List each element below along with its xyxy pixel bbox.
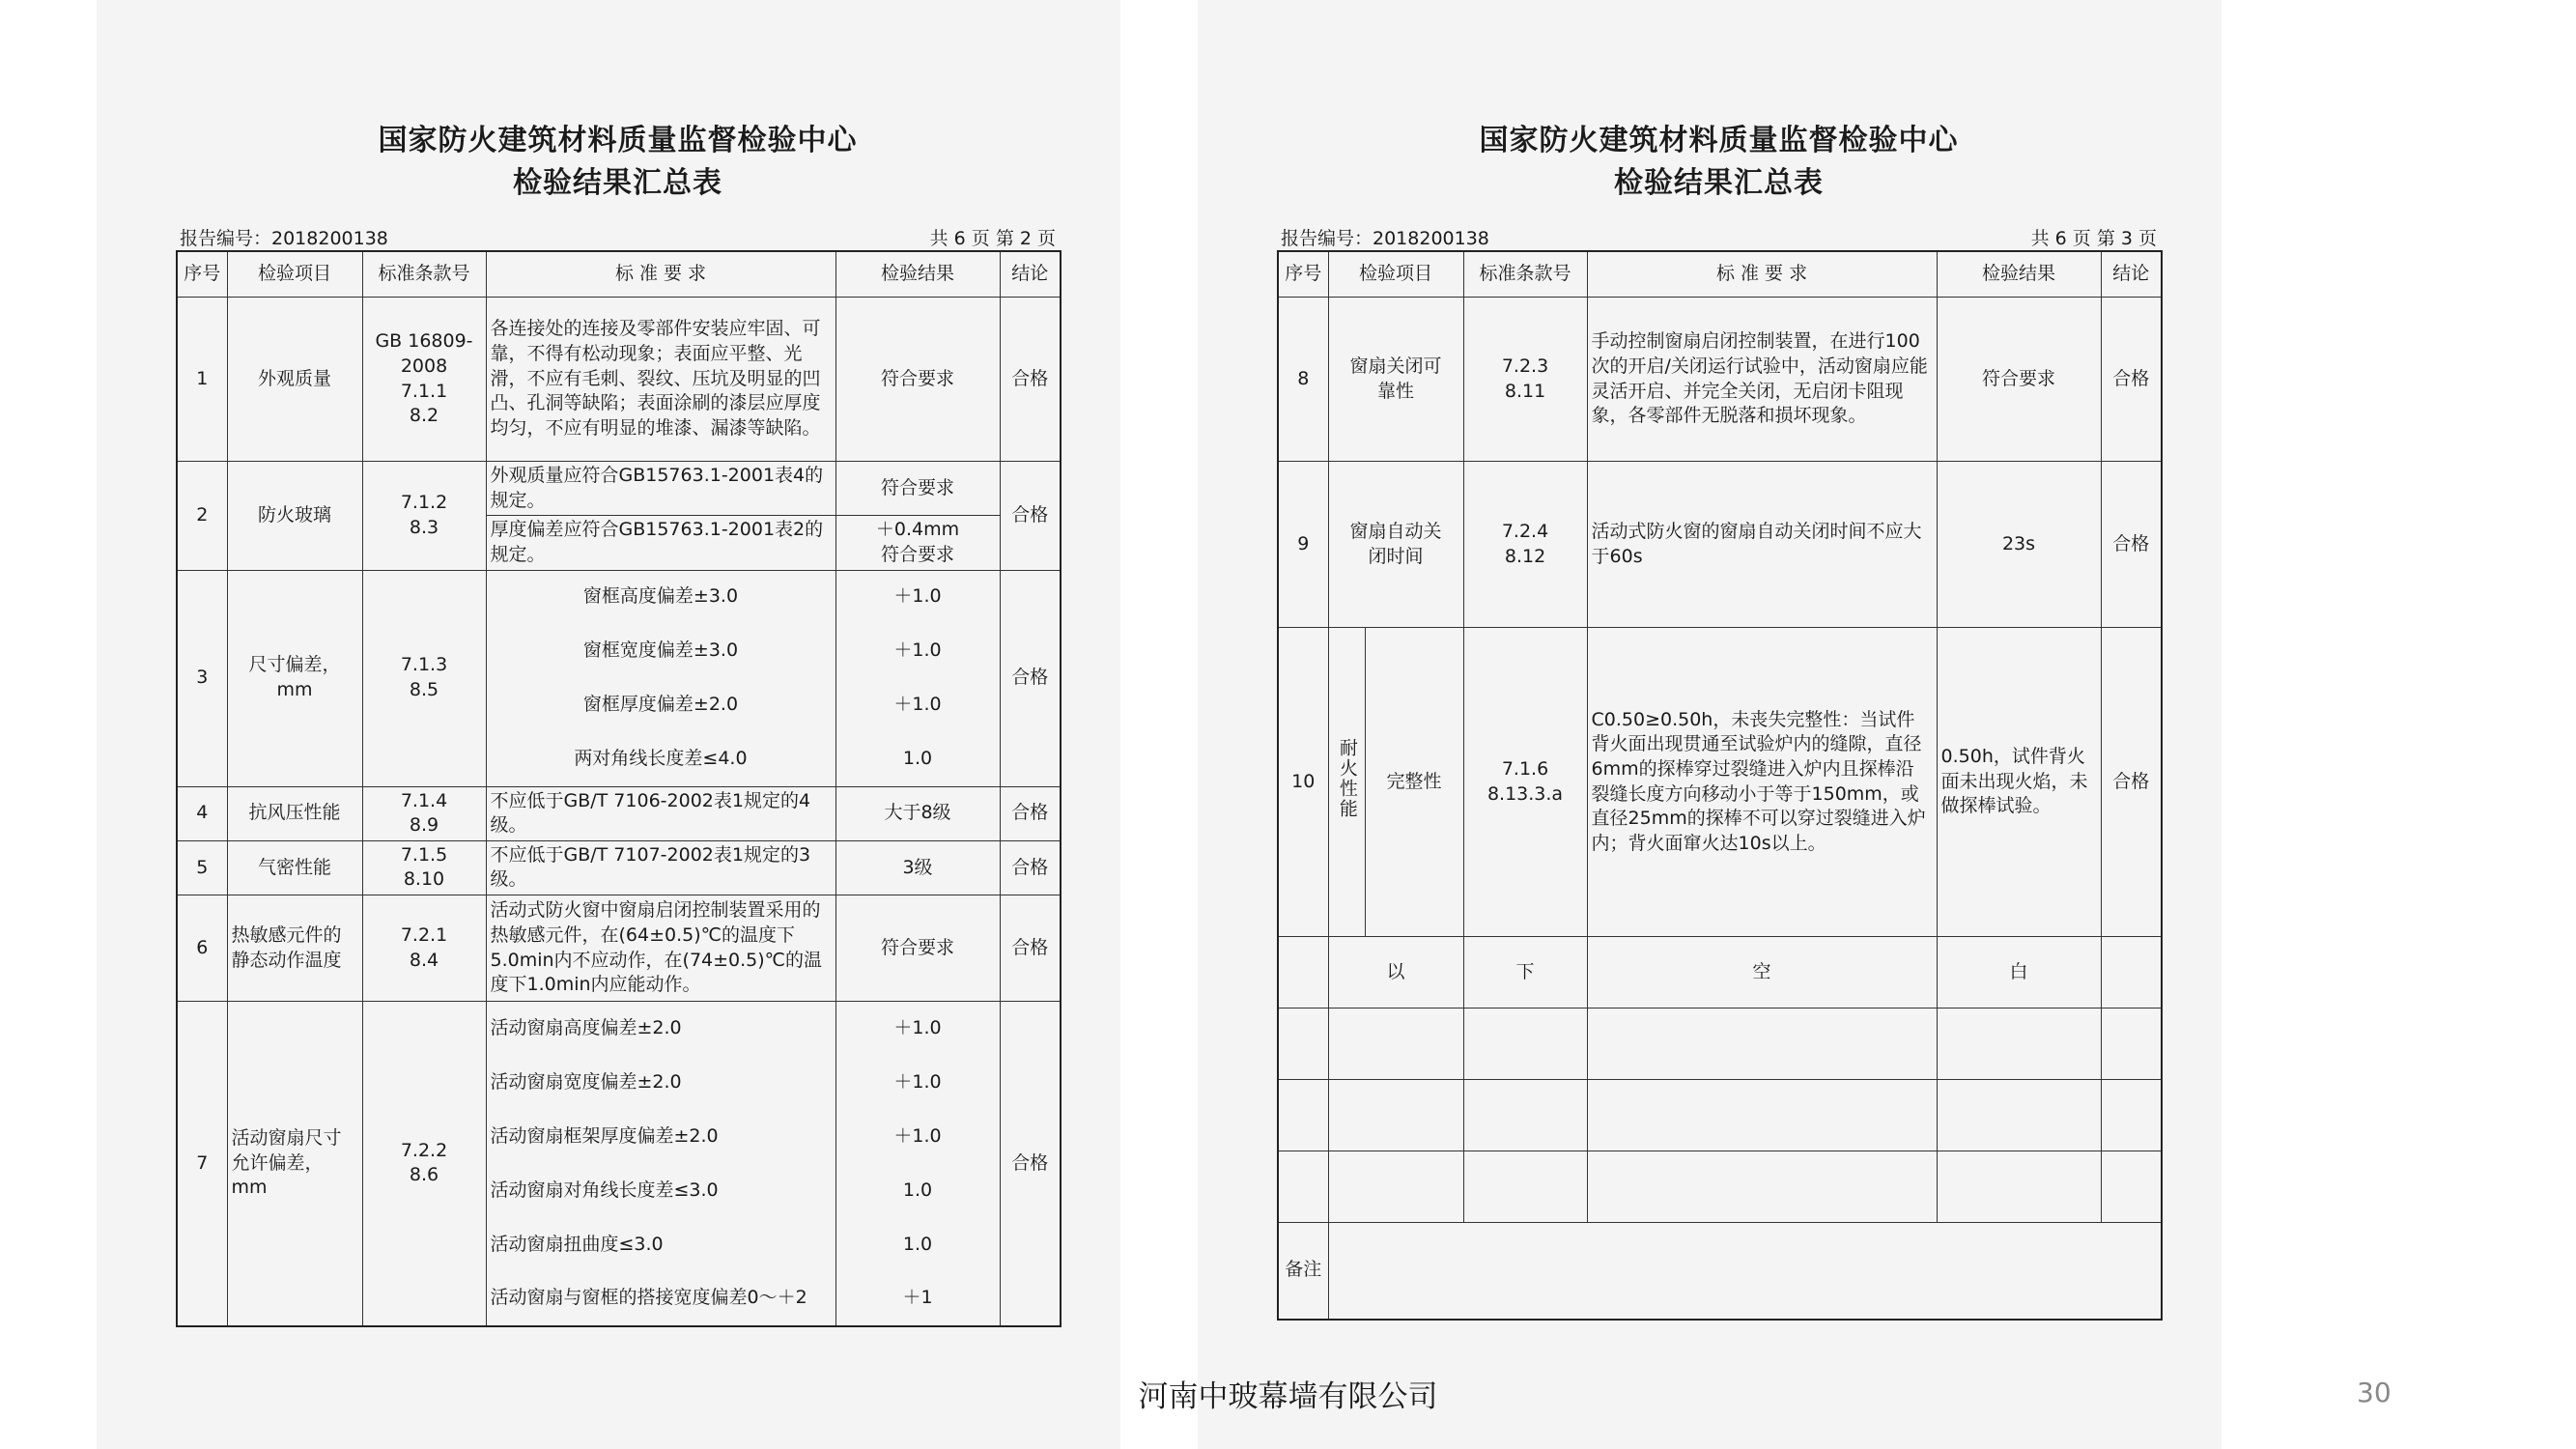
row-result: ＋1 xyxy=(835,1272,1000,1326)
page-subtitle: 检验结果汇总表 xyxy=(1614,166,1824,200)
row-clause: 7.1.3 8.5 xyxy=(362,570,486,786)
row-conclusion: 合格 xyxy=(1000,462,1061,571)
footer-company: 河南中玻幕墙有限公司 xyxy=(1138,1379,1438,1414)
remark-content xyxy=(1328,1223,2162,1320)
table-row xyxy=(177,1002,1061,1056)
col-header: 标 准 要 求 xyxy=(1587,251,1937,298)
row-item: 完整性 xyxy=(1365,628,1463,937)
row-no: 10 xyxy=(1278,628,1328,937)
row-no: 2 xyxy=(177,462,227,571)
row-result: 23s xyxy=(1937,462,2101,628)
col-header: 结论 xyxy=(2101,251,2162,298)
row-conclusion: 合格 xyxy=(1000,1002,1061,1326)
blank-marker: 白 xyxy=(1937,937,2101,1009)
slide-page-number: 30 xyxy=(2357,1377,2392,1408)
row-clause: 7.1.2 8.3 xyxy=(362,462,486,571)
row-clause: 7.1.6 8.13.3.a xyxy=(1463,628,1587,937)
row-result: ＋1.0 xyxy=(835,1056,1000,1110)
col-header: 检验项目 xyxy=(1328,251,1463,298)
row-item: 外观质量 xyxy=(227,298,362,462)
row-item: 活动窗扇尺寸允许偏差，mm xyxy=(227,1002,362,1326)
row-conclusion: 合格 xyxy=(2101,462,2162,628)
row-requirement: 活动窗扇对角线长度差≤3.0 xyxy=(486,1164,835,1218)
row-no: 6 xyxy=(177,895,227,1002)
row-item: 抗风压性能 xyxy=(227,786,362,840)
row-requirement: 活动窗扇高度偏差±2.0 xyxy=(486,1002,835,1056)
row-no: 5 xyxy=(177,840,227,895)
row-requirement: 不应低于GB/T 7106-2002表1规定的4级。 xyxy=(486,786,835,840)
row-requirement: 窗框厚度偏差±2.0 xyxy=(486,678,835,732)
row-result: 1.0 xyxy=(835,1164,1000,1218)
row-clause: 7.2.2 8.6 xyxy=(362,1002,486,1326)
col-header: 检验结果 xyxy=(1937,251,2101,298)
row-group xyxy=(1328,628,1365,937)
row-result: 符合要求 xyxy=(835,298,1000,462)
row-clause: 7.1.4 8.9 xyxy=(362,786,486,840)
col-header: 标 准 要 求 xyxy=(486,251,835,298)
table-header-row xyxy=(1278,251,2162,298)
row-requirement: 厚度偏差应符合GB15763.1-2001表2的规定。 xyxy=(486,516,835,570)
row-requirement: 活动式防火窗的窗扇自动关闭时间不应大于60s xyxy=(1587,462,1937,628)
row-requirement: 活动窗扇与窗框的搭接宽度偏差0～＋2 xyxy=(486,1272,835,1326)
row-requirement: 窗框高度偏差±3.0 xyxy=(486,570,835,624)
row-result: 3级 xyxy=(835,840,1000,895)
row-conclusion: 合格 xyxy=(1000,298,1061,462)
row-clause: 7.2.4 8.12 xyxy=(1463,462,1587,628)
row-conclusion: 合格 xyxy=(1000,895,1061,1002)
table-row xyxy=(177,298,1061,462)
table-row xyxy=(177,462,1061,516)
row-clause: 7.1.5 8.10 xyxy=(362,840,486,895)
row-no: 1 xyxy=(177,298,227,462)
row-no: 3 xyxy=(177,570,227,786)
report-meta xyxy=(1281,224,2157,250)
page-title: 国家防火建筑材料质量监督检验中心 xyxy=(378,124,858,157)
row-no: 4 xyxy=(177,786,227,840)
report-number: 报告编号：2018200138 xyxy=(180,228,388,249)
table-row-empty xyxy=(1278,1009,2162,1080)
row-conclusion: 合格 xyxy=(2101,628,2162,937)
row-conclusion: 合格 xyxy=(2101,298,2162,462)
page-subtitle: 检验结果汇总表 xyxy=(513,166,722,200)
row-result: 1.0 xyxy=(835,732,1000,786)
col-header: 检验项目 xyxy=(227,251,362,298)
row-requirement: 外观质量应符合GB15763.1-2001表4的规定。 xyxy=(486,462,835,516)
row-requirement: C0.50≥0.50h，未丧失完整性：当试件背火面出现贯通至试验炉内的缝隙，直径6mm的探棒穿过裂缝进入炉内且探棒沿裂缝长度方向移动小于等于150mm，或直径25mm的探棒不可以穿过裂缝进入炉内；背火面窜火达10s以上。 xyxy=(1587,628,1937,937)
col-header: 序号 xyxy=(1278,251,1328,298)
col-header: 序号 xyxy=(177,251,227,298)
row-item: 窗扇自动关闭时间 xyxy=(1328,462,1463,628)
table-row-empty xyxy=(1278,1151,2162,1223)
table-row xyxy=(1278,628,2162,937)
row-clause: 7.2.3 8.11 xyxy=(1463,298,1587,462)
row-no: 7 xyxy=(177,1002,227,1326)
row-result: ＋1.0 xyxy=(835,570,1000,624)
results-table xyxy=(1277,250,2163,1321)
row-result: 符合要求 xyxy=(835,895,1000,1002)
table-row xyxy=(177,786,1061,840)
row-requirement: 不应低于GB/T 7107-2002表1规定的3级。 xyxy=(486,840,835,895)
col-header: 标准条款号 xyxy=(1463,251,1587,298)
remark-label: 备注 xyxy=(1278,1223,1328,1320)
row-result: ＋1.0 xyxy=(835,624,1000,678)
report-number: 报告编号：2018200138 xyxy=(1281,228,1489,249)
row-result: 符合要求 xyxy=(835,462,1000,516)
row-no: 9 xyxy=(1278,462,1328,628)
results-table xyxy=(176,250,1062,1327)
page-title: 国家防火建筑材料质量监督检验中心 xyxy=(1479,124,1959,157)
row-item: 防火玻璃 xyxy=(227,462,362,571)
table-row-empty xyxy=(1278,1080,2162,1151)
row-clause: 7.2.1 8.4 xyxy=(362,895,486,1002)
row-result: 大于8级 xyxy=(835,786,1000,840)
col-header: 结论 xyxy=(1000,251,1061,298)
blank-marker: 空 xyxy=(1587,937,1937,1009)
row-requirement: 活动式防火窗中窗扇启闭控制装置采用的热敏感元件，在(64±0.5)℃的温度下5.0min内不应动作，在(74±0.5)℃的温度下1.0min内应能动作。 xyxy=(486,895,835,1002)
table-row xyxy=(177,570,1061,624)
report-meta xyxy=(180,224,1056,250)
row-conclusion: 合格 xyxy=(1000,570,1061,786)
row-group-label: 耐火性能 xyxy=(1336,737,1358,819)
col-header: 标准条款号 xyxy=(362,251,486,298)
row-conclusion: 合格 xyxy=(1000,840,1061,895)
table-header-row xyxy=(177,251,1061,298)
row-clause: GB 16809-2008 7.1.1 8.2 xyxy=(362,298,486,462)
row-requirement: 活动窗扇宽度偏差±2.0 xyxy=(486,1056,835,1110)
row-item: 气密性能 xyxy=(227,840,362,895)
row-conclusion: 合格 xyxy=(1000,786,1061,840)
row-requirement: 活动窗扇扭曲度≤3.0 xyxy=(486,1218,835,1272)
row-result: ＋1.0 xyxy=(835,1110,1000,1164)
row-no: 8 xyxy=(1278,298,1328,462)
row-result: ＋1.0 xyxy=(835,1002,1000,1056)
blank-marker: 下 xyxy=(1463,937,1587,1009)
row-result: 1.0 xyxy=(835,1218,1000,1272)
row-requirement: 活动窗扇框架厚度偏差±2.0 xyxy=(486,1110,835,1164)
blank-marker: 以 xyxy=(1328,937,1463,1009)
col-header: 检验结果 xyxy=(835,251,1000,298)
table-row xyxy=(1278,298,2162,462)
row-requirement: 两对角线长度差≤4.0 xyxy=(486,732,835,786)
row-result: ＋0.4mm 符合要求 xyxy=(835,516,1000,570)
row-requirement: 窗框宽度偏差±3.0 xyxy=(486,624,835,678)
table-row xyxy=(1278,462,2162,628)
row-requirement: 手动控制窗扇启闭控制装置，在进行100次的开启/关闭运行试验中，活动窗扇应能灵活开启、并完全关闭，无启闭卡阻现象，各零部件无脱落和损坏现象。 xyxy=(1587,298,1937,462)
table-row xyxy=(177,895,1061,1002)
page-info: 共 6 页 第 3 页 xyxy=(2030,228,2157,249)
row-result: ＋1.0 xyxy=(835,678,1000,732)
row-requirement: 各连接处的连接及零部件安装应牢固、可靠，不得有松动现象；表面应平整、光滑，不应有毛刺、裂纹、压坑及明显的凹凸、孔洞等缺陷；表面涂刷的漆层应厚度均匀，不应有明显的堆漆、漏漆等缺陷。 xyxy=(486,298,835,462)
table-row-blank-marker xyxy=(1278,937,2162,1009)
row-result: 符合要求 xyxy=(1937,298,2101,462)
table-row xyxy=(177,840,1061,895)
page-info: 共 6 页 第 2 页 xyxy=(929,228,1056,249)
row-item: 热敏感元件的静态动作温度 xyxy=(227,895,362,1002)
remark-row xyxy=(1278,1223,2162,1320)
row-item: 尺寸偏差，mm xyxy=(227,570,362,786)
row-result: 0.50h，试件背火面未出现火焰，未做探棒试验。 xyxy=(1937,628,2101,937)
row-item: 窗扇关闭可靠性 xyxy=(1328,298,1463,462)
